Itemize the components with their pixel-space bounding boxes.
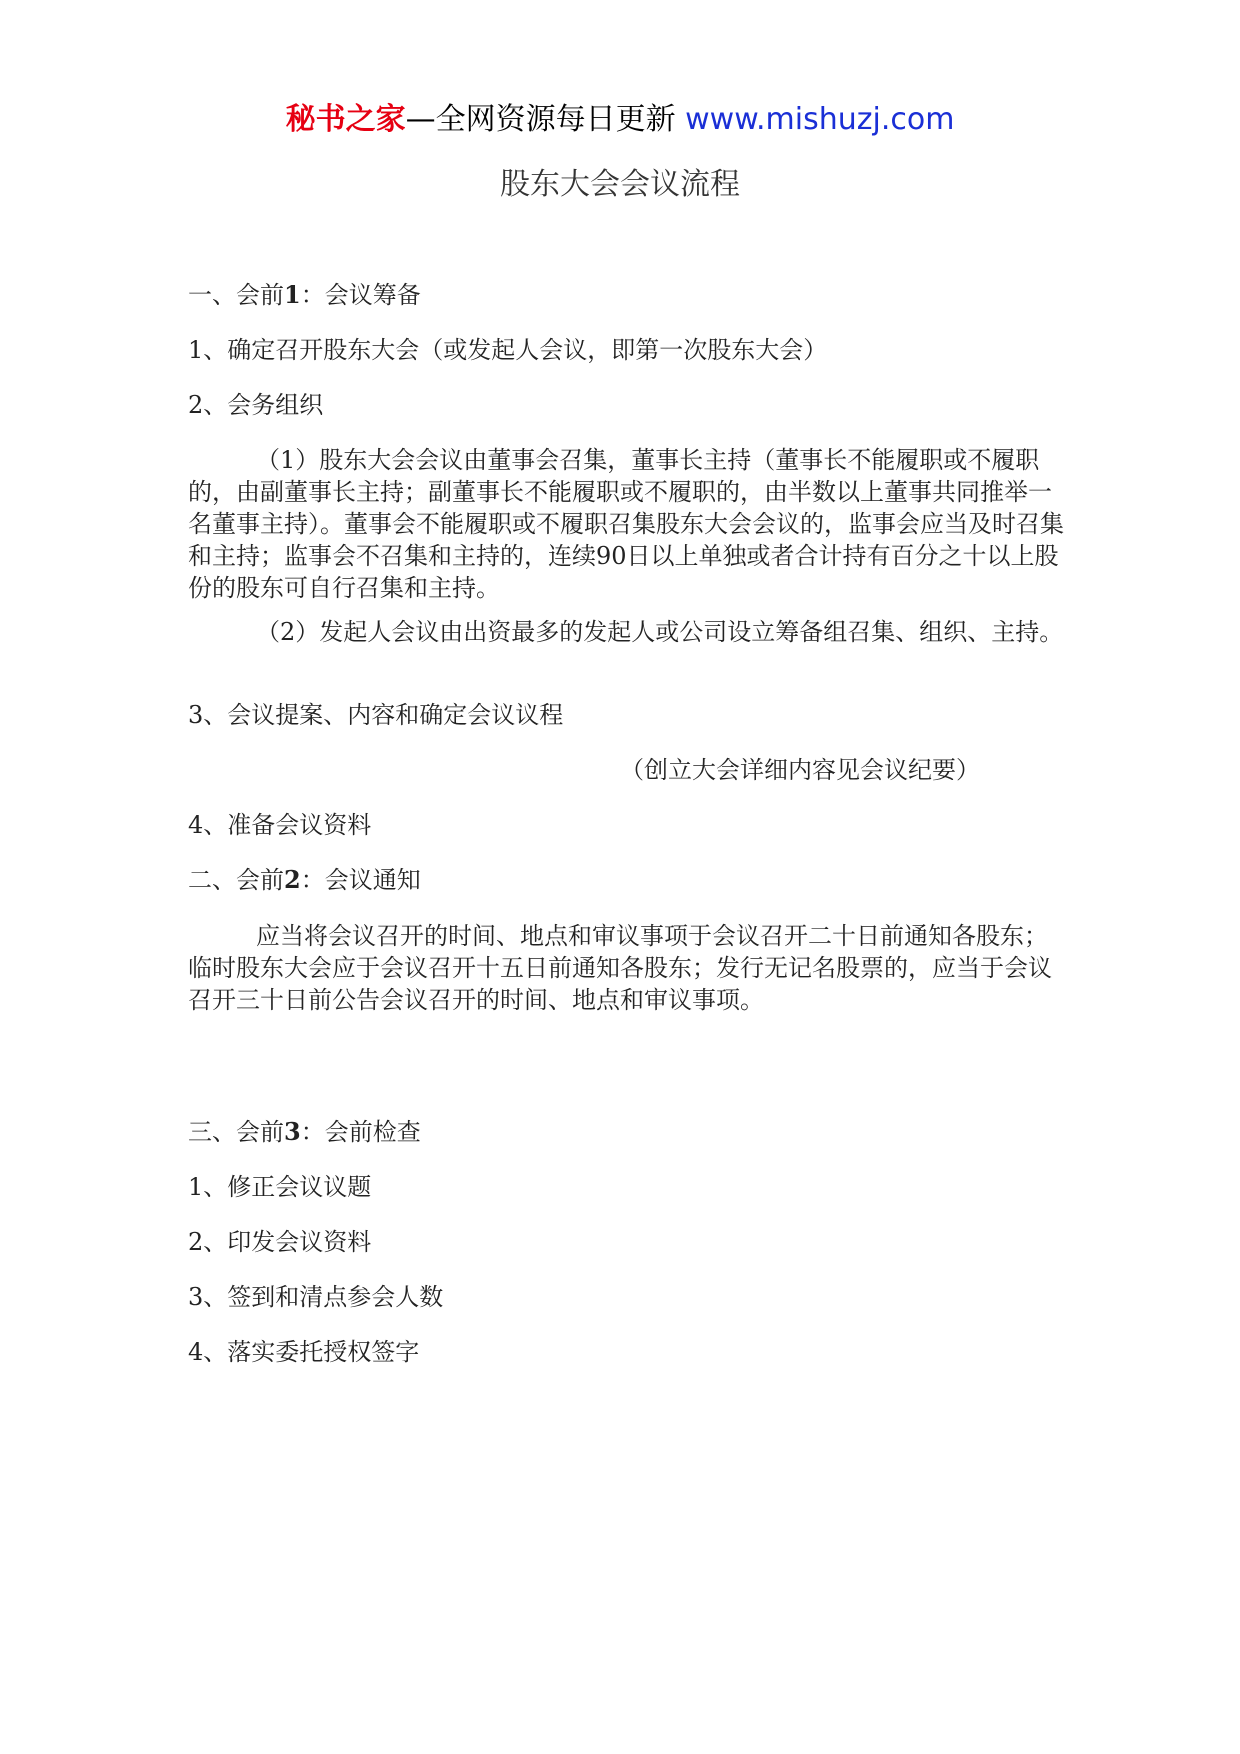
section-1-heading bbox=[188, 279, 421, 311]
section-1-item-1: 1、确定召开股东大会（或发起人会议，即第一次股东大会） bbox=[188, 336, 828, 364]
section-3-heading-number: 3 bbox=[284, 1117, 301, 1146]
section-1-item-2: 2、会务组织 bbox=[188, 391, 324, 419]
section-2-paragraph: 应当将会议召开的时间、地点和审议事项于会议召开二十日前通知各股东；临时股东大会应于会议召开十五日前通知各股东；发行无记名股票的，应当于会议召开三十日前公告会议召开的时间、地点和审议事项。 bbox=[188, 922, 1052, 1014]
section-2-heading-prefix: 二、会前 bbox=[188, 866, 284, 894]
section-1-paragraph-2: （2）发起人会议由出资最多的发起人或公司设立筹备组召集、组织、主持。 bbox=[256, 618, 1064, 646]
section-1-item-3: 3、会议提案、内容和确定会议议程 bbox=[188, 701, 564, 729]
section-3-heading bbox=[188, 1116, 421, 1148]
section-3-item-3: 3、签到和清点参会人数 bbox=[188, 1283, 444, 1311]
section-1-item-4: 4、准备会议资料 bbox=[188, 811, 372, 839]
section-1-heading-number: 1 bbox=[284, 280, 301, 309]
site-brand: 秘书之家 bbox=[285, 102, 406, 137]
section-1-paragraph-1: （1）股东大会会议由董事会召集，董事长主持（董事长不能履职或不履职的，由副董事长主持；副董事长不能履职或不履职的，由半数以上董事共同推举一名董事主持）。董事会不能履职或不履职召集股东大会会议的，监事会应当及时召集和主持；监事会不召集和主持的，连续90日以上单独或者合计持有百分之十以上股份的股东可自行召集和主持。 bbox=[188, 446, 1064, 602]
section-1-heading-prefix: 一、会前 bbox=[188, 281, 284, 309]
section-3-heading-prefix: 三、会前 bbox=[188, 1118, 284, 1146]
section-3-item-1: 1、修正会议议题 bbox=[188, 1173, 372, 1201]
section-3-heading-suffix: ：会前检查 bbox=[300, 1118, 421, 1146]
site-url-link[interactable]: www.mishuzj.com bbox=[685, 102, 955, 137]
section-2-heading-suffix: ：会议通知 bbox=[300, 866, 421, 894]
site-header bbox=[0, 100, 1240, 140]
section-1-note: （创立大会详细内容见会议纪要） bbox=[620, 756, 980, 784]
section-3-item-4: 4、落实委托授权签字 bbox=[188, 1338, 420, 1366]
section-2-heading-number: 2 bbox=[284, 865, 301, 894]
section-3-item-2: 2、印发会议资料 bbox=[188, 1228, 372, 1256]
document-title: 股东大会会议流程 bbox=[500, 167, 740, 202]
section-1-heading-suffix: ：会议筹备 bbox=[300, 281, 421, 309]
site-slogan: —全网资源每日更新 bbox=[405, 102, 676, 137]
section-2-heading bbox=[188, 864, 421, 896]
